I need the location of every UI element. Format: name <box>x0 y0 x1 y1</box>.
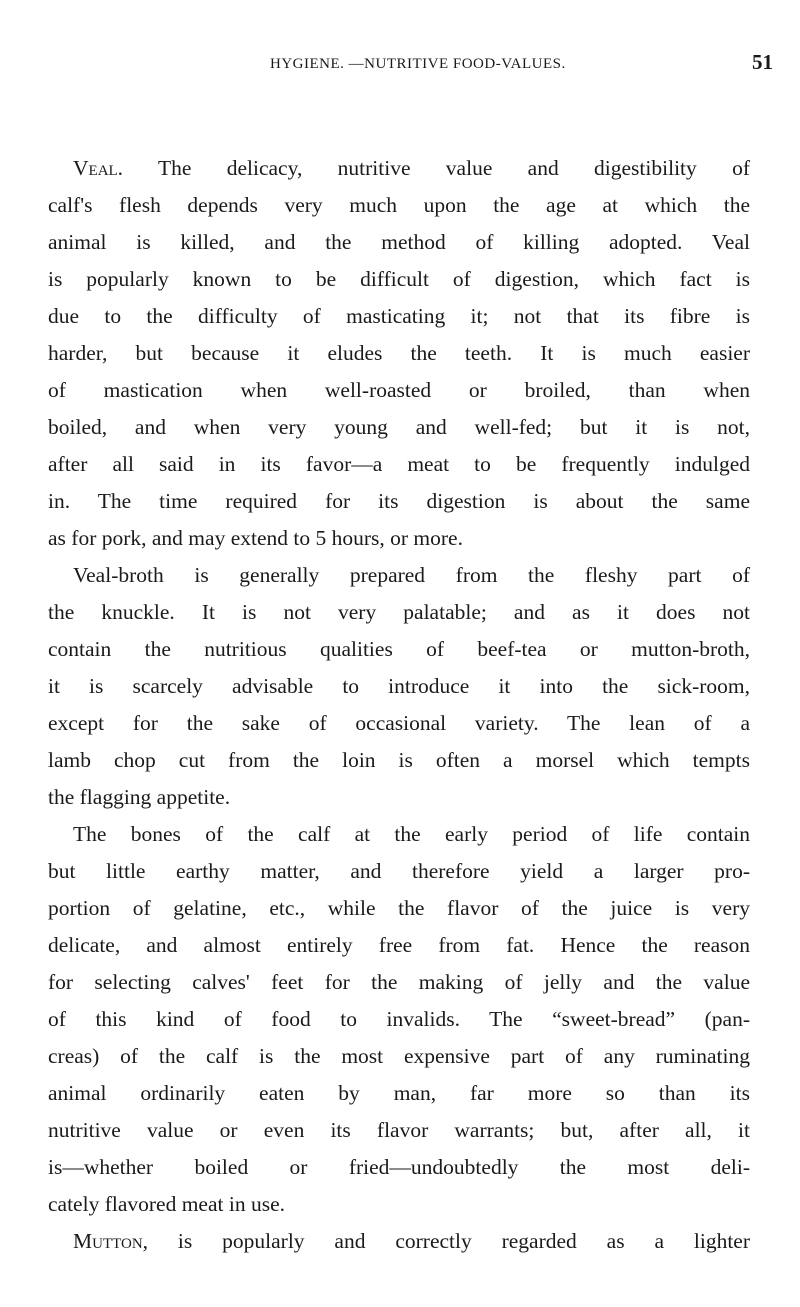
line-text: the knuckle. It is not very palatable; and as it does not <box>48 600 750 624</box>
text-line <box>48 927 750 964</box>
text-line <box>48 742 750 779</box>
line-text: is popularly known to be difficult of digestion, which fact is <box>48 267 750 291</box>
line-text: for selecting calves' feet for the making of jelly and the value <box>48 970 750 994</box>
text-line <box>48 1186 285 1223</box>
text-line <box>48 335 750 372</box>
text-line <box>48 853 750 890</box>
line-text: calf's flesh depends very much upon the age at which the <box>48 193 750 217</box>
line-text: cately flavored meat in use. <box>48 1192 285 1216</box>
text-line <box>73 557 750 594</box>
text-line <box>48 1112 750 1149</box>
line-text: is popularly and correctly regarded as a lighter <box>148 1229 750 1253</box>
line-text: but little earthy matter, and therefore yield a larger pro- <box>48 859 750 883</box>
running-header: HYGIENE. —NUTRITIVE FOOD-VALUES. <box>270 56 566 72</box>
text-line <box>48 594 750 631</box>
line-text: in. The time required for its digestion is about the same <box>48 489 750 513</box>
text-line <box>73 816 750 853</box>
text-line <box>48 261 750 298</box>
line-text: harder, but because it eludes the teeth. It is much easier <box>48 341 750 365</box>
line-text: due to the difficulty of masticating it; not that its fibre is <box>48 304 750 328</box>
text-line <box>48 520 463 557</box>
text-line <box>48 446 750 483</box>
line-text: lamb chop cut from the loin is often a morsel which tempts <box>48 748 750 772</box>
line-text: contain the nutritious qualities of beef-tea or mutton-broth, <box>48 637 750 661</box>
text-line <box>48 372 750 409</box>
line-text: of this kind of food to invalids. The “sweet-bread” (pan- <box>48 1007 750 1031</box>
text-line <box>48 1038 750 1075</box>
line-text: boiled, and when very young and well-fed; but it is not, <box>48 415 750 439</box>
text-line <box>48 1149 750 1186</box>
text-line <box>48 409 750 446</box>
section-lead: Veal. <box>73 156 124 180</box>
line-text: the flagging appetite. <box>48 785 231 809</box>
text-line <box>73 150 750 187</box>
text-line <box>48 890 750 927</box>
text-line <box>48 631 750 668</box>
line-text: as for pork, and may extend to 5 hours, or more. <box>48 526 463 550</box>
section-lead: Mutton, <box>73 1229 149 1253</box>
text-line <box>48 705 750 742</box>
text-line <box>48 964 750 1001</box>
text-line <box>48 1001 750 1038</box>
line-text: animal ordinarily eaten by man, far more so than its <box>48 1081 750 1105</box>
line-text: creas) of the calf is the most expensive part of any ruminating <box>48 1044 750 1068</box>
line-text: nutritive value or even its flavor warrants; but, after all, it <box>48 1118 750 1142</box>
text-line <box>73 1223 750 1260</box>
line-text: The bones of the calf at the early period of life contain <box>73 822 750 846</box>
page-number: 51 <box>752 50 773 74</box>
text-line <box>48 224 750 261</box>
text-line <box>48 668 750 705</box>
line-text: is—whether boiled or fried—undoubtedly the most deli- <box>48 1155 750 1179</box>
text-line <box>48 779 230 816</box>
line-text: delicate, and almost entirely free from fat. Hence the reason <box>48 933 750 957</box>
text-line <box>48 483 750 520</box>
line-text: Veal-broth is generally prepared from the fleshy part of <box>73 563 750 587</box>
line-text: after all said in its favor—a meat to be frequently indulged <box>48 452 750 476</box>
text-line <box>48 187 750 224</box>
text-line <box>48 298 750 335</box>
line-text: it is scarcely advisable to introduce it into the sick-room, <box>48 674 750 698</box>
text-line <box>48 1075 750 1112</box>
line-text: except for the sake of occasional variety. The lean of a <box>48 711 750 735</box>
line-text: of mastication when well-roasted or broiled, than when <box>48 378 750 402</box>
line-text: The delicacy, nutritive value and digestibility of <box>123 156 750 180</box>
line-text: portion of gelatine, etc., while the flavor of the juice is very <box>48 896 750 920</box>
line-text: animal is killed, and the method of killing adopted. Veal <box>48 230 750 254</box>
